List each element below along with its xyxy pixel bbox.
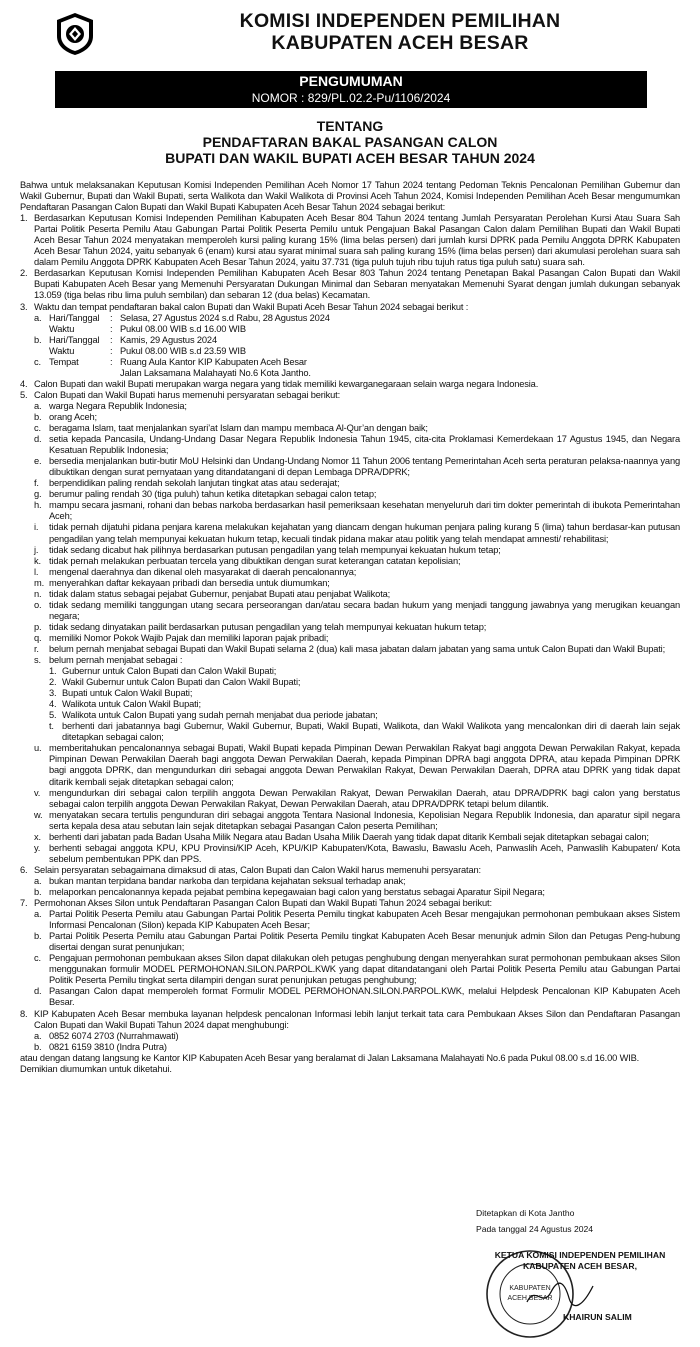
signature-date: Pada tanggal 24 Agustus 2024 [476,1224,594,1234]
title-line-1: TENTANG [316,118,384,134]
item-6-requirements: a. bukan mantan terpidana bandar narkoba dan terpidana kejahatan seksual terhadap anak; b. melaporkan pencalonannya kepada pejabat pembina kepegawaian bagi calon yang berstatus sebagai Aparatur Sipil Negara; [34,875,545,897]
org-line-1: KOMISI INDEPENDEN PEMILIHAN [239,10,561,32]
helpdesk-contacts: a. 0852 6074 2703 (Nurrahmawati) b. 0821 6159 3810 (Indra Putra) [20,1031,680,1053]
schedule: a. Hari/Tanggal : Selasa, 27 Agustus 2024 s.d Rabu, 28 Agustus 2024 Waktu : Pukul 08.00 WIB s.d 16.00 WIB b. Hari/Tanggal : Kamis, 29 Agustus 2024 Waktu : Pukul 08.00 WIB s.d 23.59 WIB c. Tempat : Ruang Aula Kantor KIP Kabupaten Aceh Besar Jalan Laksamana Malahayati No.6 Kota Jantho. [34,312,330,378]
announcement-title [20,118,680,166]
banner-title: PENGUMUMAN [299,73,403,89]
item-8: 8. KIP Kabupaten Aceh Besar membuka layanan helpdesk pencalonan Informasi lebih lanjut terkait tata cara Pembukaan Akses Silon dan Pendaftaran Pasangan Calon Bupati dan Wakil Bupati Tahun 2024 dapat menghubungi: [20,1008,680,1030]
item-2: 2. Berdasarkan Keputusan Komisi Independen Pemilihan Kabupaten Aceh Besar 803 Tahun 2024 tentang Penetapan Bakal Pasangan Calon Bupati dan Wakil Bupati Kabupaten Aceh Besar yang Memenuhi Persyaratan Dukungan Minimal dan Sebaran menyatakan Memenuhi Syarat dengan jumlah dukungan sebanyak 13.059 (tiga belas ribu lima puluh sembilan) dan sebaran 12 (dua belas) Kecamatan. [20,268,680,301]
signature-role [480,1250,680,1272]
org-line-2: KABUPATEN ACEH BESAR [271,32,529,54]
closing-statement: Demikian diumumkan untuk diketahui. [20,1063,172,1074]
item-5-requirements: a. warga Negara Republik Indonesia; b. orang Aceh; c. beragama Islam, taat menjalankan syari’at Islam dan mampu membaca Al-Qur’an dengan baik; d. setia kepada Pancasila, Undang-Undang Dasar Negara Republik Indonesia Tahun 1945, cita-cita Proklamasi Kemerdekaan 17 Agustus 1945, dan Negara Kesatuan Republik Indonesia; e. bersedia menjalankan butir-butir MoU Helsinki dan Undang-Undang Nomor 11 Tahun 2006 tentang Pemerintahan Aceh serta peraturan pelaksa-naannya yang dibuktikan dengan surat pernyataan yang ditandatangani di depan Lembaga DPRA/DPRK; f. berpendidikan paling rendah sekolah lanjutan tingkat atas atau sederajat; g. berumur paling rendah 30 (tiga puluh) tahun ketika ditetapkan sebagai calon tetap; h. mampu secara jasmani, rohani dan bebas narkoba berdasarkan hasil pemeriksaan kesehatan menyeluruh dari tim dokter pemerintah di ibukota Pemerintahan Aceh; i. tidak pernah dijatuhi pidana penjara karena melakukan kejahatan yang diancam dengan hukuman penjara paling kurang 5 (lima) tahun berdasar-kan putusan pengadilan yang telah mempunyai kekuatan hukum tetap, kecuali tindak pidana makar atau politik yang telah mendapat amnesti/ rehabilitasi; j. tidak sedang dicabut hak pilihnya berdasarkan putusan pengadilan yang telah mempunyai kekuatan hukum tetap; k. tidak pernah melakukan perbuatan tercela yang dibuktikan dengan surat keterangan catatan kepolisian; l. mengenal daerahnya dan dikenal oleh masyarakat di daerah pencalonannya; m. menyerahkan daftar kekayaan pribadi dan bersedia untuk diumumkan; n. tidak dalam status sebagai pejabat Gubernur, penjabat Bupati atau penjabat Walikota; o. tidak sedang memiliki tanggungan utang secara perseorangan dan/atau secara badan hukum yang menjadi tanggung jawabnya yang merugikan keuangan negara; p. tidak sedang dinyatakan pailit berdasarkan putusan pengadilan yang telah mempunyai kekuatan hukum tetap; q. memiliki Nomor Pokok Wajib Pajak dan memiliki laporan pajak pribadi; r. belum pernah menjabat sebagai Bupati dan Wakil Bupati selama 2 (dua) kali masa jabatan dalam jabatan yang sama untuk Calon Bupati dan Wakil Bupati; s. belum pernah menjabat sebagai : 1. Gubernur untuk Calon Bupati dan Calon Wakil Bupati; 2. Wakil Gubernur untuk Calon Bupati dan Calon Wakil Bupati; 3. Bupati untuk Calon Wakil Bupati; 4. Walikota untuk Calon Wakil Bupati; 5. Walikota untuk Calon Bupati yang sudah pernah menjabat dua periode jabatan; t. berhenti dari jabatannya bagi Gubernur, Wakil Gubernur, Bupati, Wakil Bupati, Walikota, dan Wakil Walikota yang mencalonkan diri di daerah lain sejak ditetapkan sebagai calon; u. memberitahukan pencalonannya sebagai Bupati, Wakil Bupati kepada Pimpinan Dewan Perwakilan Rakyat bagi anggota Dewan Perwakilan Rakyat, kepada Pimpinan Dewan Perwakilan Daerah bagi anggota Dewan Perwakilan Daerah, kepada Pimpinan DPRA bagi anggota DPRA, atau kepada Pimpinan DPRK bagi anggota DPRK, dan mengundurkan diri sebagai anggota Dewan Perwakilan Rakyat, Dewan Perwakilan Daerah, DPRA atau DPRK yang tidak dapat ditarik kembali sejak ditetapkan sebagai calon; v. mengundurkan diri sebagai calon terpilih anggota Dewan Perwakilan Rakyat, Dewan Perwakilan Daerah, atau DPRA/DPRK bagi calon yang berstatus sebagai calon terpilih anggota Dewan Perwakilan Rakyat, Dewan Perwakilan Daerah, atau DPRA/DPRK tetapi belum dilantik. w. menyatakan secara tertulis pengunduran diri sebagai anggota Tentara Nasional Indonesia, Kepolisian Negara Republik Indonesia, dan aparatur sipil negara serta kepala desa atau sebutan lain sejak ditetapkan sebagai Pasangan Calon peserta Pemilihan; x. berhenti dari jabatan pada Badan Usaha Milik Negara atau Badan Usaha Milik Daerah yang tidak dapat ditarik Kembali sejak ditetapkan sebagai calon; y. berhenti sebagai anggota KPU, KPU Provinsi/KIP Aceh, KPU/KIP Kabupaten/Kota, Bawaslu, Bawaslu Aceh, Panwaslih Aceh, Panwaslih Kabupaten/ Kota sebelum pembentukan PPK dan PPS. [34,400,680,864]
contact-phone-2: 0821 6159 3810 (Indra Putra) [49,1041,167,1052]
banner-number: NOMOR : 829/PL.02.2-Pu/1106/2024 [251,91,451,105]
signature-role-1: KETUA KOMISI INDEPENDEN PEMILIHAN [494,1250,666,1260]
svg-text:ACEH BESAR: ACEH BESAR [507,1295,553,1302]
organization-name [110,10,690,54]
title-line-3: BUPATI DAN WAKIL BUPATI ACEH BESAR TAHUN 2024 [165,150,535,166]
signatory-name: KHAIRUN SALIM [563,1312,632,1322]
intro-paragraph: Bahwa untuk melaksanakan Keputusan Komisi Independen Pemilihan Aceh Nomor 17 Tahun 2024 tentang Pedoman Teknis Pencalonan Pemilihan Gubernur dan Wakil Gubernur, Bupati dan Wakil Bupati, serta Walikota dan Wakil Walikota di Provinsi Aceh Tahun 2024, Komisi Independen Pemilihan Aceh Besar mengumumkan Pendaftaran Pasangan Calon Bupati dan Wakil Bupati Kabupaten Aceh Besar Tahun 2024 sebagai berikut: [20,180,680,213]
item-1: 1. Berdasarkan Keputusan Komisi Independen Pemilihan Kabupaten Aceh Besar 804 Tahun 2024 tentang Jumlah Persyaratan Perolehan Kursi Atau Suara Sah Partai Politik Peserta Pemilu Atau Gabungan Partai Politik Peserta Pemilu untuk Pengajuan Bakal Pasangan Calon dalam Pemilihan Bupati dan Wakil Bupati Aceh Besar Tahun 2024 menyatakan memperoleh kursi paling kurang 15% (lima belas persen) dari jumlah kursi DPRK pada Pemilu Anggota DPRK Kabupaten Aceh Besar Tahun 2024, yaitu sebanyak 6 (enam) kursi atau syarat minimal suara sah paling kurang 15% (lima belas persen) dari akumulasi perolehan suara sah dalam Pemilu Anggota DPRK Kabupaten Aceh Besar Tahun 2024, yaitu 37.731 (tiga puluh tujuh ribu tujuh ratus tiga puluh satu) suara sah. [20,213,680,268]
item-7-steps: a. Partai Politik Peserta Pemilu atau Gabungan Partai Politik Peserta Pemilu tingkat kabupaten Aceh Besar mengajukan permohonan pembukaan akses Sistem Informasi Pencalonan (Silon) kepada KIP Kabupaten Aceh Besar; b. Partai Politik Peserta Pemilu atau Gabungan Partai Politik Peserta Pemilu tingkat Kabupaten Aceh Besar menunjuk admin Silon dan Petugas Peng-hubung disertai dengan surat penunjukan; c. Pengajuan permohonan pembukaan akses Silon dapat dilakukan oleh petugas penghubung dengan menyerahkan surat permohonan pembukaan akses Silon menggunakan formulir MODEL PERMOHONAN.SILON.PARPOL.KWK yang dapat ditandatangani oleh Partai Politik Peserta Pemilu atau Gabungan Partai Politik Peserta Pemilu tingkat serta dilampiri dengan surat penunjukan petugas penghubung; d. Pasangan Calon dapat memperoleh format Formulir MODEL PERMOHONAN.SILON.PARPOL.KWK, melalui Helpdesk Pencalonan KIP Kabupaten Aceh Besar. [34,909,680,1008]
announcement-body [20,180,680,1075]
item-4: 4. Calon Bupati dan wakil Bupati merupakan warga negara yang tidak memiliki kewarganegaraan selain warga negara Indonesia. [20,378,539,389]
item-6: 6. Selain persyaratan sebagaimana dimaksud di atas, Calon Bupati dan Calon Wakil harus memenuhi persyaratan: [20,864,481,875]
kip-logo-icon [55,12,95,56]
item-3: 3. Waktu dan tempat pendaftaran bakal calon Bupati dan Wakil Bupati Aceh Besar Tahun 2024 sebagai berikut : [20,301,469,312]
handwritten-signature-icon [525,1280,595,1310]
closing-address: atau dengan datang langsung ke Kantor KIP Kabupaten Aceh Besar yang beralamat di Jalan Laksamana Malahayati No.6 pada Pukul 08.00 s.d 16.00 WIB. [20,1052,640,1063]
signature-block [476,1208,696,1235]
svg-text:KABUPATEN: KABUPATEN [509,1285,551,1292]
contact-phone-1: 0852 6074 2703 (Nurrahmawati) [49,1030,179,1041]
title-line-2: PENDAFTARAN BAKAL PASANGAN CALON [202,134,498,150]
item-5: 5. Calon Bupati dan Wakil Bupati harus memenuhi persyaratan sebagai berikut: [20,389,341,400]
announcement-banner [55,71,647,108]
signature-place: Ditetapkan di Kota Jantho [476,1208,575,1218]
item-7: 7. Permohonan Akses Silon untuk Pendaftaran Pasangan Calon Bupati dan Wakil Bupati Tahun 2024 sebagai berikut: [20,898,492,909]
signature-role-2: KABUPATEN ACEH BESAR, [523,1261,637,1271]
